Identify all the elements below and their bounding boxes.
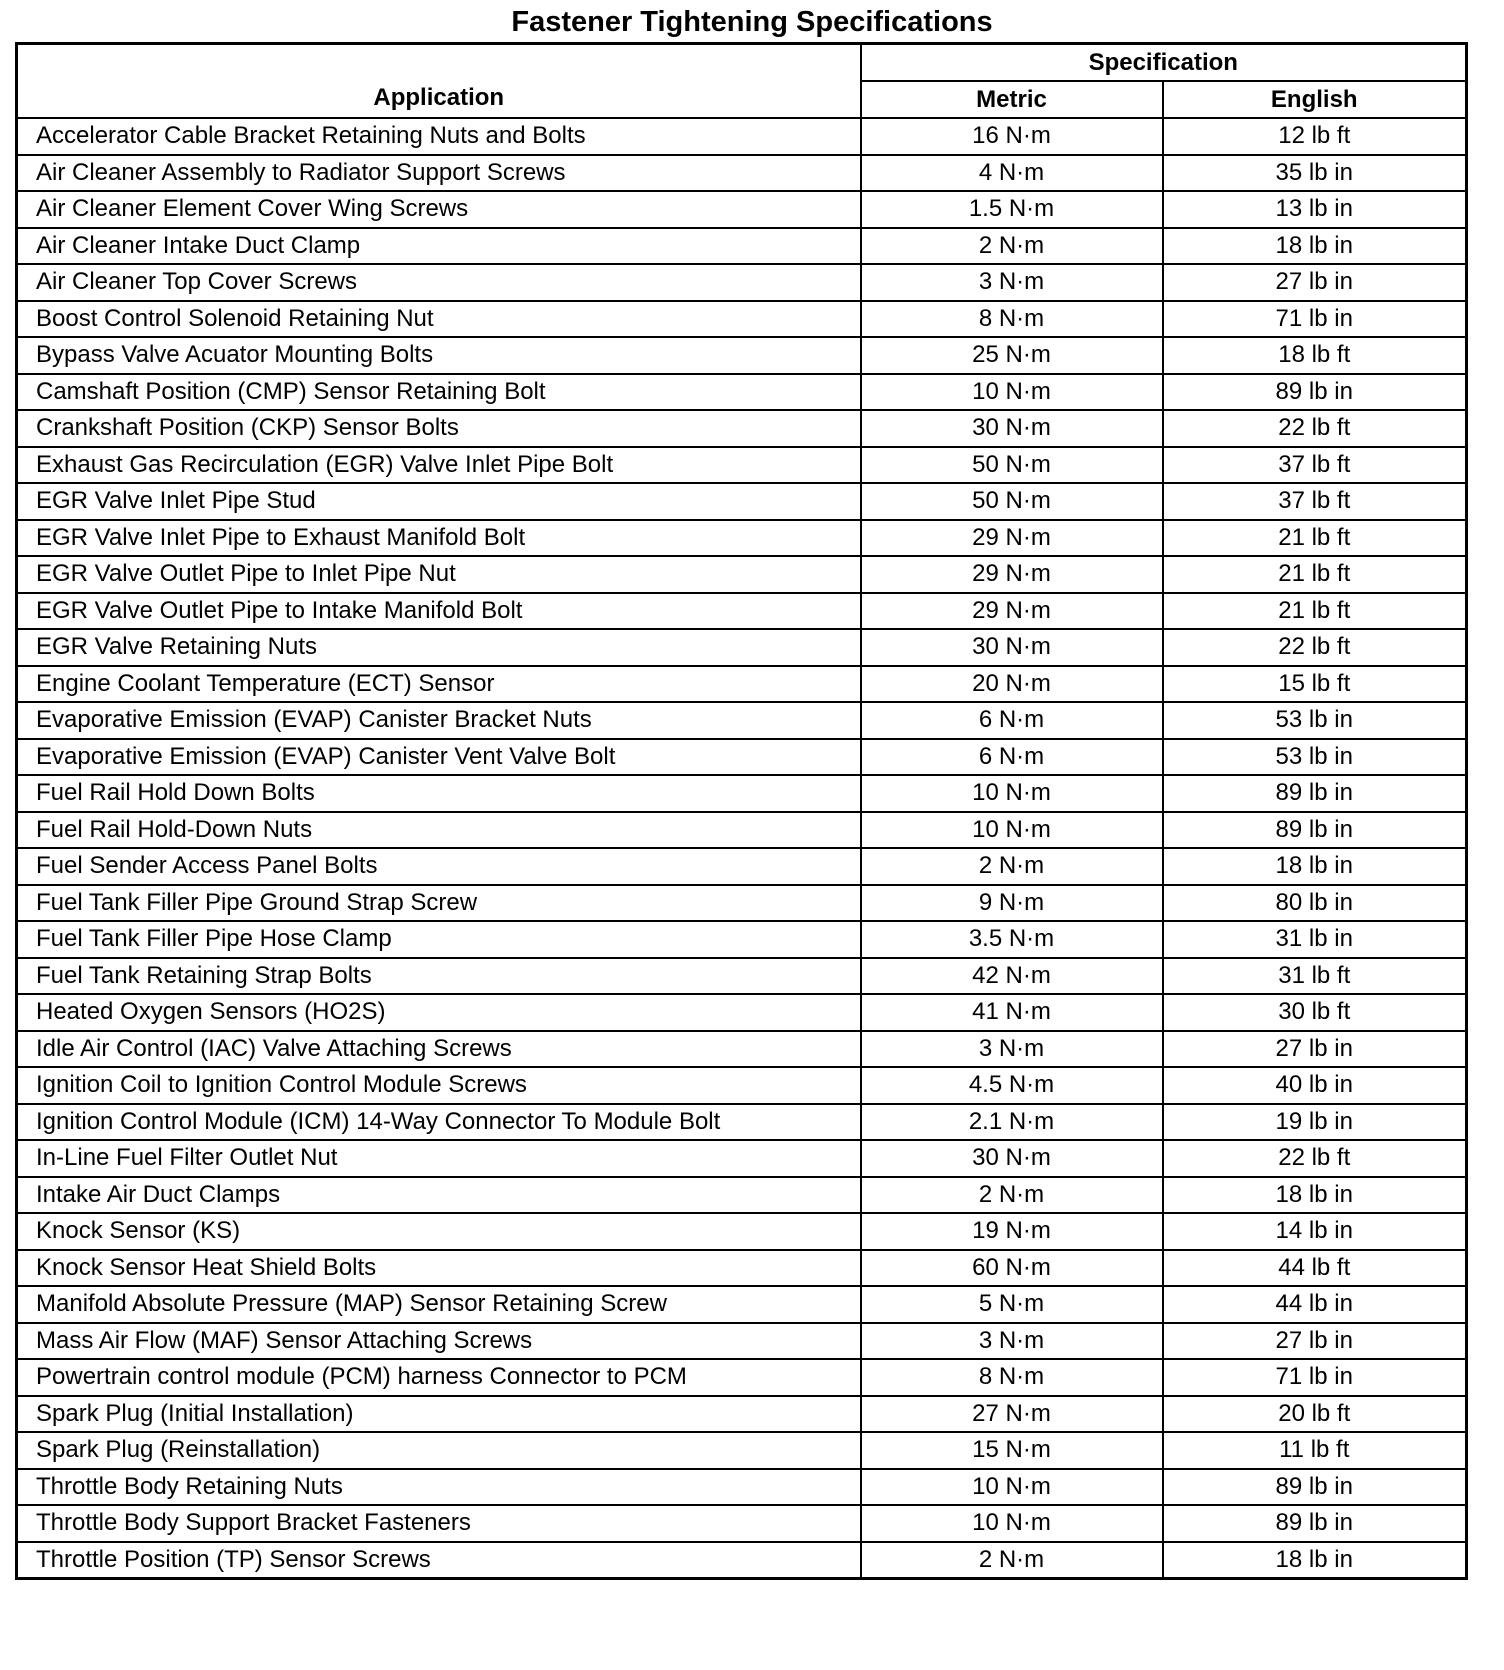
english-value-cell: 37 lb ft (1163, 483, 1467, 520)
english-value-cell: 27 lb in (1163, 264, 1467, 301)
application-cell: Air Cleaner Element Cover Wing Screws (17, 191, 861, 228)
english-value-cell: 15 lb ft (1163, 666, 1467, 703)
application-cell: Accelerator Cable Bracket Retaining Nuts and Bolts (17, 118, 861, 155)
table-row (17, 1505, 1467, 1542)
application-cell: Fuel Tank Retaining Strap Bolts (17, 958, 861, 995)
application-cell: Fuel Sender Access Panel Bolts (17, 848, 861, 885)
english-value-cell: 11 lb ft (1163, 1432, 1467, 1469)
metric-value-cell: 29 N·m (861, 593, 1163, 630)
table-row (17, 1469, 1467, 1506)
metric-value-cell: 29 N·m (861, 556, 1163, 593)
application-cell: Ignition Coil to Ignition Control Module Screws (17, 1067, 861, 1104)
table-row (17, 1323, 1467, 1360)
table-row (17, 191, 1467, 228)
english-value-cell: 44 lb in (1163, 1286, 1467, 1323)
english-value-cell: 18 lb in (1163, 848, 1467, 885)
application-cell: EGR Valve Outlet Pipe to Intake Manifold Bolt (17, 593, 861, 630)
application-cell: Spark Plug (Reinstallation) (17, 1432, 861, 1469)
table-row (17, 1396, 1467, 1433)
table-body (17, 118, 1467, 1579)
english-value-cell: 22 lb ft (1163, 1140, 1467, 1177)
metric-value-cell: 6 N·m (861, 739, 1163, 776)
page-title: Fastener Tightening Specifications (511, 6, 993, 38)
application-cell: Air Cleaner Assembly to Radiator Support Screws (17, 155, 861, 192)
metric-value-cell: 5 N·m (861, 1286, 1163, 1323)
application-cell: Throttle Position (TP) Sensor Screws (17, 1542, 861, 1579)
metric-value-cell: 2 N·m (861, 848, 1163, 885)
application-cell: Engine Coolant Temperature (ECT) Sensor (17, 666, 861, 703)
application-cell: Camshaft Position (CMP) Sensor Retaining Bolt (17, 374, 861, 411)
english-value-cell: 22 lb ft (1163, 629, 1467, 666)
table-row (17, 958, 1467, 995)
application-cell: Fuel Rail Hold-Down Nuts (17, 812, 861, 849)
metric-value-cell: 30 N·m (861, 1140, 1163, 1177)
metric-value-cell: 10 N·m (861, 1469, 1163, 1506)
header-row-top (17, 44, 1467, 82)
table-row (17, 1031, 1467, 1068)
table-row (17, 812, 1467, 849)
metric-value-cell: 50 N·m (861, 483, 1163, 520)
application-cell: Evaporative Emission (EVAP) Canister Bracket Nuts (17, 702, 861, 739)
application-cell: EGR Valve Outlet Pipe to Inlet Pipe Nut (17, 556, 861, 593)
metric-value-cell: 2 N·m (861, 228, 1163, 265)
application-cell: Manifold Absolute Pressure (MAP) Sensor Retaining Screw (17, 1286, 861, 1323)
english-value-cell: 27 lb in (1163, 1323, 1467, 1360)
english-value-cell: 44 lb ft (1163, 1250, 1467, 1287)
english-value-cell: 18 lb in (1163, 1542, 1467, 1579)
english-value-cell: 80 lb in (1163, 885, 1467, 922)
application-cell: Knock Sensor Heat Shield Bolts (17, 1250, 861, 1287)
table-row (17, 1250, 1467, 1287)
application-cell: Intake Air Duct Clamps (17, 1177, 861, 1214)
english-value-cell: 14 lb in (1163, 1213, 1467, 1250)
application-cell: Ignition Control Module (ICM) 14-Way Connector To Module Bolt (17, 1104, 861, 1141)
english-value-cell: 21 lb ft (1163, 556, 1467, 593)
table-row (17, 301, 1467, 338)
metric-value-cell: 30 N·m (861, 629, 1163, 666)
table-row (17, 520, 1467, 557)
metric-value-cell: 27 N·m (861, 1396, 1163, 1433)
application-cell: Throttle Body Support Bracket Fasteners (17, 1505, 861, 1542)
metric-value-cell: 8 N·m (861, 301, 1163, 338)
metric-value-cell: 10 N·m (861, 812, 1163, 849)
metric-value-cell: 8 N·m (861, 1359, 1163, 1396)
english-value-cell: 18 lb in (1163, 228, 1467, 265)
application-cell: In-Line Fuel Filter Outlet Nut (17, 1140, 861, 1177)
metric-value-cell: 10 N·m (861, 1505, 1163, 1542)
table-row (17, 118, 1467, 155)
table-row (17, 556, 1467, 593)
application-cell: Idle Air Control (IAC) Valve Attaching Screws (17, 1031, 861, 1068)
application-cell: Exhaust Gas Recirculation (EGR) Valve Inlet Pipe Bolt (17, 447, 861, 484)
application-cell: Boost Control Solenoid Retaining Nut (17, 301, 861, 338)
table-row (17, 1432, 1467, 1469)
metric-value-cell: 9 N·m (861, 885, 1163, 922)
application-cell: Heated Oxygen Sensors (HO2S) (17, 994, 861, 1031)
table-row (17, 1140, 1467, 1177)
english-value-cell: 13 lb in (1163, 191, 1467, 228)
table-row (17, 1177, 1467, 1214)
table-row (17, 921, 1467, 958)
table-row (17, 702, 1467, 739)
metric-value-cell: 3.5 N·m (861, 921, 1163, 958)
metric-value-cell: 2 N·m (861, 1177, 1163, 1214)
metric-value-cell: 4.5 N·m (861, 1067, 1163, 1104)
metric-column-header: Metric (861, 81, 1163, 118)
table-row (17, 337, 1467, 374)
table-row (17, 1542, 1467, 1579)
english-value-cell: 19 lb in (1163, 1104, 1467, 1141)
application-cell: EGR Valve Inlet Pipe Stud (17, 483, 861, 520)
application-cell: EGR Valve Inlet Pipe to Exhaust Manifold Bolt (17, 520, 861, 557)
english-value-cell: 89 lb in (1163, 374, 1467, 411)
application-cell: Evaporative Emission (EVAP) Canister Vent Valve Bolt (17, 739, 861, 776)
table-row (17, 666, 1467, 703)
metric-value-cell: 10 N·m (861, 374, 1163, 411)
metric-value-cell: 25 N·m (861, 337, 1163, 374)
table-row (17, 374, 1467, 411)
table-row (17, 629, 1467, 666)
table-row (17, 264, 1467, 301)
table-row (17, 848, 1467, 885)
english-column-header: English (1163, 81, 1467, 118)
english-value-cell: 71 lb in (1163, 301, 1467, 338)
application-cell: Bypass Valve Acuator Mounting Bolts (17, 337, 861, 374)
metric-value-cell: 3 N·m (861, 1323, 1163, 1360)
table-row (17, 155, 1467, 192)
table-row (17, 447, 1467, 484)
application-cell: Knock Sensor (KS) (17, 1213, 861, 1250)
english-value-cell: 37 lb ft (1163, 447, 1467, 484)
english-value-cell: 89 lb in (1163, 775, 1467, 812)
metric-value-cell: 42 N·m (861, 958, 1163, 995)
application-column-header: Application (17, 44, 861, 119)
table-row (17, 775, 1467, 812)
english-value-cell: 53 lb in (1163, 739, 1467, 776)
application-cell: Spark Plug (Initial Installation) (17, 1396, 861, 1433)
specification-column-group-header: Specification (861, 44, 1467, 82)
english-value-cell: 40 lb in (1163, 1067, 1467, 1104)
application-cell: Crankshaft Position (CKP) Sensor Bolts (17, 410, 861, 447)
english-value-cell: 12 lb ft (1163, 118, 1467, 155)
english-value-cell: 31 lb in (1163, 921, 1467, 958)
table-row (17, 483, 1467, 520)
metric-value-cell: 20 N·m (861, 666, 1163, 703)
table-row (17, 410, 1467, 447)
table-row (17, 885, 1467, 922)
application-cell: EGR Valve Retaining Nuts (17, 629, 861, 666)
metric-value-cell: 29 N·m (861, 520, 1163, 557)
metric-value-cell: 41 N·m (861, 994, 1163, 1031)
application-cell: Fuel Tank Filler Pipe Ground Strap Screw (17, 885, 861, 922)
application-cell: Fuel Rail Hold Down Bolts (17, 775, 861, 812)
table-row (17, 1067, 1467, 1104)
english-value-cell: 53 lb in (1163, 702, 1467, 739)
table-row (17, 593, 1467, 630)
table-header (17, 44, 1467, 119)
english-value-cell: 21 lb ft (1163, 593, 1467, 630)
english-value-cell: 35 lb in (1163, 155, 1467, 192)
english-value-cell: 89 lb in (1163, 1505, 1467, 1542)
english-value-cell: 20 lb ft (1163, 1396, 1467, 1433)
table-row (17, 1286, 1467, 1323)
english-value-cell: 21 lb ft (1163, 520, 1467, 557)
metric-value-cell: 15 N·m (861, 1432, 1163, 1469)
application-cell: Throttle Body Retaining Nuts (17, 1469, 861, 1506)
metric-value-cell: 1.5 N·m (861, 191, 1163, 228)
table-row (17, 1359, 1467, 1396)
english-value-cell: 89 lb in (1163, 812, 1467, 849)
english-value-cell: 22 lb ft (1163, 410, 1467, 447)
english-value-cell: 27 lb in (1163, 1031, 1467, 1068)
application-cell: Powertrain control module (PCM) harness Connector to PCM (17, 1359, 861, 1396)
table-row (17, 228, 1467, 265)
metric-value-cell: 60 N·m (861, 1250, 1163, 1287)
specifications-table (15, 42, 1468, 1580)
metric-value-cell: 6 N·m (861, 702, 1163, 739)
english-value-cell: 30 lb ft (1163, 994, 1467, 1031)
application-cell: Mass Air Flow (MAF) Sensor Attaching Screws (17, 1323, 861, 1360)
metric-value-cell: 16 N·m (861, 118, 1163, 155)
metric-value-cell: 2 N·m (861, 1542, 1163, 1579)
english-value-cell: 18 lb ft (1163, 337, 1467, 374)
metric-value-cell: 30 N·m (861, 410, 1163, 447)
table-row (17, 739, 1467, 776)
english-value-cell: 89 lb in (1163, 1469, 1467, 1506)
metric-value-cell: 2.1 N·m (861, 1104, 1163, 1141)
metric-value-cell: 19 N·m (861, 1213, 1163, 1250)
metric-value-cell: 3 N·m (861, 1031, 1163, 1068)
application-cell: Air Cleaner Intake Duct Clamp (17, 228, 861, 265)
table-row (17, 1104, 1467, 1141)
table-row (17, 1213, 1467, 1250)
metric-value-cell: 3 N·m (861, 264, 1163, 301)
english-value-cell: 31 lb ft (1163, 958, 1467, 995)
application-cell: Air Cleaner Top Cover Screws (17, 264, 861, 301)
english-value-cell: 18 lb in (1163, 1177, 1467, 1214)
english-value-cell: 71 lb in (1163, 1359, 1467, 1396)
metric-value-cell: 4 N·m (861, 155, 1163, 192)
metric-value-cell: 10 N·m (861, 775, 1163, 812)
table-row (17, 994, 1467, 1031)
metric-value-cell: 50 N·m (861, 447, 1163, 484)
application-cell: Fuel Tank Filler Pipe Hose Clamp (17, 921, 861, 958)
